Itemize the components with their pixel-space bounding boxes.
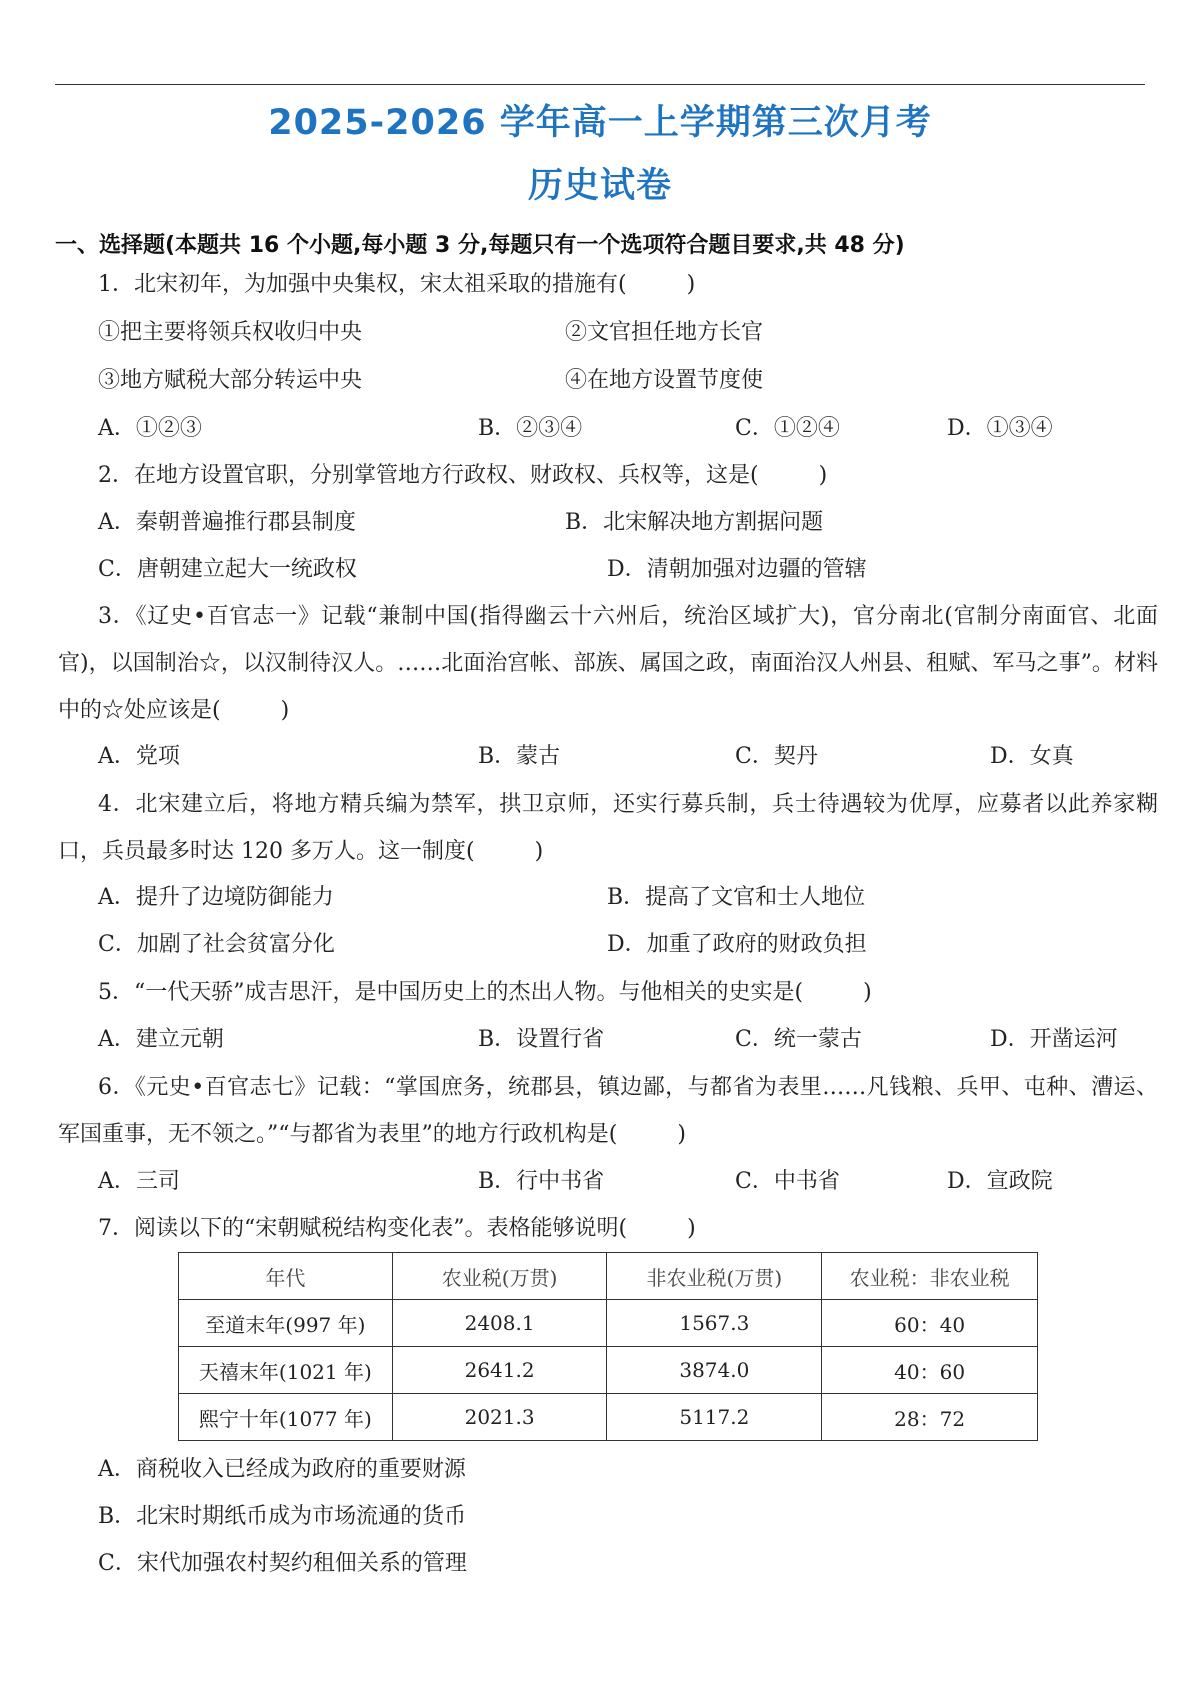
question-7-option-a: A．商税收入已经成为政府的重要财源 (98, 1457, 466, 1482)
question-1-item-1: ①把主要将领兵权收归中央 (98, 320, 363, 345)
question-1-item-4: ④在地方设置节度使 (565, 368, 764, 393)
table-cell: 3874.0 (607, 1347, 822, 1394)
question-3-option-b: B．蒙古 (478, 744, 561, 769)
question-3-option-a: A．党项 (98, 744, 180, 769)
section-heading: 一、选择题(本题共 16 个小题,每小题 3 分,每题只有一个选项符合题目要求,共 48 分) (55, 233, 905, 258)
header-rule (55, 84, 1145, 85)
question-2-option-b: B．北宋解决地方割据问题 (565, 510, 824, 535)
question-6-option-d: D．宣政院 (947, 1169, 1053, 1194)
table-cell: 天禧末年(1021 年) (179, 1347, 393, 1394)
question-3-option-c: C．契丹 (735, 744, 818, 769)
question-1-option-b: B．②③④ (478, 416, 583, 441)
question-1-option-a: A．①②③ (98, 416, 202, 441)
exam-title: 2025-2026 学年高一上学期第三次月考 (268, 103, 932, 143)
question-4-option-c: C．加剧了社会贫富分化 (98, 932, 335, 957)
table-cell: 2021.3 (392, 1394, 607, 1441)
question-5-option-d: D．开凿运河 (990, 1027, 1118, 1052)
question-6-stem: 6．《元史•百官志七》记载：“掌国庶务，统郡县，镇边鄙，与都省为表里……凡钱粮、兵甲、屯种、漕运、军国重事，无不领之。”“与都省为表里”的地方行政机构是( ) (58, 1075, 1158, 1147)
question-7-stem: 7．阅读以下的“宋朝赋税结构变化表”。表格能够说明( ) (98, 1216, 696, 1241)
question-6-option-a: A．三司 (98, 1169, 180, 1194)
question-5-option-b: B．设置行省 (478, 1027, 605, 1052)
question-7-option-c: C．宋代加强农村契约租佃关系的管理 (98, 1551, 467, 1576)
table-cell: 40：60 (822, 1347, 1038, 1394)
question-2-option-c: C．唐朝建立起大一统政权 (98, 557, 357, 582)
question-5-stem: 5．“一代天骄”成吉思汗，是中国历史上的杰出人物。与他相关的史实是( ) (98, 980, 872, 1005)
table-header-cell: 农业税(万贯) (392, 1253, 607, 1300)
question-2-stem: 2．在地方设置官职，分别掌管地方行政权、财政权、兵权等，这是( ) (98, 463, 828, 488)
question-1-option-d: D．①③④ (947, 416, 1053, 441)
table-cell: 熙宁十年(1077 年) (179, 1394, 393, 1441)
table-header-row (179, 1253, 1038, 1300)
table-row (179, 1394, 1038, 1441)
question-4-option-a: A．提升了边境防御能力 (98, 885, 334, 910)
question-4-option-d: D．加重了政府的财政负担 (607, 932, 867, 957)
question-2-option-a: A．秦朝普遍推行郡县制度 (98, 510, 356, 535)
exam-subtitle: 历史试卷 (527, 166, 672, 206)
table-header-cell: 年代 (179, 1253, 393, 1300)
question-5-option-c: C．统一蒙古 (735, 1027, 862, 1052)
table-cell: 2408.1 (392, 1300, 607, 1347)
table-row (179, 1347, 1038, 1394)
question-2-option-d: D．清朝加强对边疆的管辖 (607, 557, 867, 582)
table-cell: 28：72 (822, 1394, 1038, 1441)
tax-structure-table (178, 1252, 1038, 1441)
question-6-option-b: B．行中书省 (478, 1169, 605, 1194)
question-5-option-a: A．建立元朝 (98, 1027, 224, 1052)
question-1-item-3: ③地方赋税大部分转运中央 (98, 368, 363, 393)
question-1-stem: 1．北宋初年，为加强中央集权，宋太祖采取的措施有( ) (98, 272, 696, 297)
table-cell: 2641.2 (392, 1347, 607, 1394)
question-4-stem: 4．北宋建立后，将地方精兵编为禁军，拱卫京师，还实行募兵制，兵士待遇较为优厚，应募者以此养家糊口，兵员最多时达 120 多万人。这一制度( ) (58, 792, 1158, 864)
question-6-option-c: C．中书省 (735, 1169, 840, 1194)
question-7-option-b: B．北宋时期纸币成为市场流通的货币 (98, 1504, 467, 1529)
question-3-stem: 3．《辽史•百官志一》记载“兼制中国(指得幽云十六州后，统治区域扩大)，官分南北(官制分南面官、北面官)，以国制治☆，以汉制待汉人。……北面治宫帐、部族、属国之政，南面治汉人州县、租赋、军马之事”。材料中的☆处应该是( ) (58, 604, 1158, 723)
question-4-option-b: B．提高了文官和士人地位 (607, 885, 866, 910)
table-cell: 至道末年(997 年) (179, 1300, 393, 1347)
question-1-option-c: C．①②④ (735, 416, 840, 441)
table-header-cell: 非农业税(万贯) (607, 1253, 822, 1300)
question-1-item-2: ②文官担任地方长官 (565, 320, 764, 345)
table-row (179, 1300, 1038, 1347)
table-cell: 1567.3 (607, 1300, 822, 1347)
table-cell: 60：40 (822, 1300, 1038, 1347)
table-cell: 5117.2 (607, 1394, 822, 1441)
question-3-option-d: D．女真 (990, 744, 1074, 769)
table-header-cell: 农业税：非农业税 (822, 1253, 1038, 1300)
